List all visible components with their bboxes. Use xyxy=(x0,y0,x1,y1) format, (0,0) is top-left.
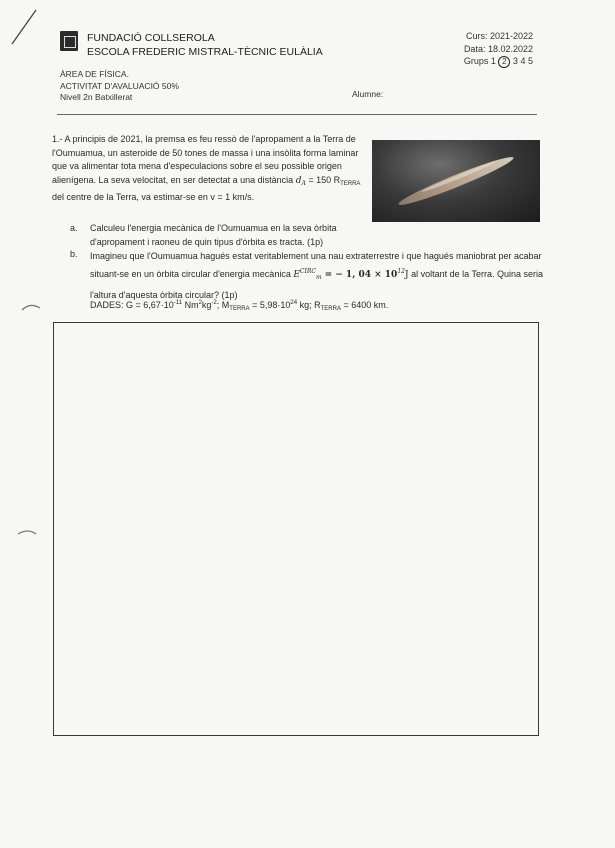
group-2-circled: 2 xyxy=(498,56,510,68)
answer-box[interactable] xyxy=(53,322,539,736)
punch-hole-icon xyxy=(20,302,42,312)
part-a-label: a. xyxy=(70,223,78,233)
question-intro xyxy=(52,133,368,205)
question-part-a xyxy=(70,222,380,249)
school-line-2: ESCOLA FREDERIC MISTRAL-TÈCNIC EULÀLIA xyxy=(87,46,323,58)
part-a-text: Calculeu l'energia mecànica de l'Oumuamua en la seva òrbita d'apropament i raoneu de quin tipus d'òrbita es tracta. (1p) xyxy=(90,223,337,247)
group-3: 3 xyxy=(512,56,518,66)
asteroid-image xyxy=(372,140,540,222)
school-logo xyxy=(60,31,78,51)
course-year: Curs: 2021-2022 xyxy=(465,31,533,41)
part-b-body xyxy=(90,248,545,303)
groups-label: Grups xyxy=(463,56,489,66)
group-5: 5 xyxy=(527,56,533,66)
pen-mark-icon xyxy=(8,8,38,48)
school-name xyxy=(87,31,323,59)
part-b-text-1: Imagineu que l'Oumuamua hagués estat veritablement una nau extraterrestre i que hagués maniobrat per acabar situant-se en un òrbita circular d'energia mecànica xyxy=(90,251,542,280)
level: Nivell 2n Batxillerat xyxy=(60,92,133,102)
exam-date: Data: 18.02.2022 xyxy=(463,43,533,54)
distance-symbol: $d_A$ xyxy=(295,175,306,187)
given-data: DADES: $G = 6,67\cdot 10^{-11}$ $Nm^2kg^{-2}$; $M_{TERRA} = 5,98\cdot 10^{24}$ kg; $R_{TERRA} = 6400$ km. xyxy=(90,300,389,312)
subject-area: ÀREA DE FÍSICA. xyxy=(60,69,129,79)
intro-text-2: del centre de la Terra, va estimar-se en v = 1 km/s. xyxy=(52,192,255,203)
distance-value: = 150 $R_{TERRA}$ xyxy=(308,174,361,187)
groups-row xyxy=(464,55,533,68)
part-b-text-2: al voltant de la Terra. Quina seria l'altura d'aquesta òrbita circular? (1p) xyxy=(90,269,543,300)
group-4: 4 xyxy=(520,56,526,66)
orbit-energy-formula: $E^{CIRC}_m$ = − 1, $04 \times 10^{12}J$ xyxy=(293,268,409,282)
activity-title: ACTIVITAT D'AVALUACIÓ 50% xyxy=(60,80,179,91)
group-1: 1 xyxy=(490,56,496,66)
question-part-b xyxy=(70,248,545,303)
header-divider xyxy=(57,114,537,115)
course-info xyxy=(464,30,533,68)
part-b-label: b. xyxy=(70,249,78,259)
punch-hole-icon xyxy=(16,528,38,538)
student-name-field[interactable]: Alumne: xyxy=(352,89,384,99)
activity-info xyxy=(60,69,179,104)
intro-text-1: 1.- A principis de 2021, la premsa es feu ressò de l'apropament a la Terra de l'Oumuamua, un asteroide de 50 tones de massa i una insòlita forma laminar que va alimentar tota mena d'especulacions sobre el seu possible origen alienígena. La seva velocitat, en ser detectat a una distància xyxy=(52,134,359,185)
school-line-1: FUNDACIÓ COLLSEROLA xyxy=(87,32,215,44)
